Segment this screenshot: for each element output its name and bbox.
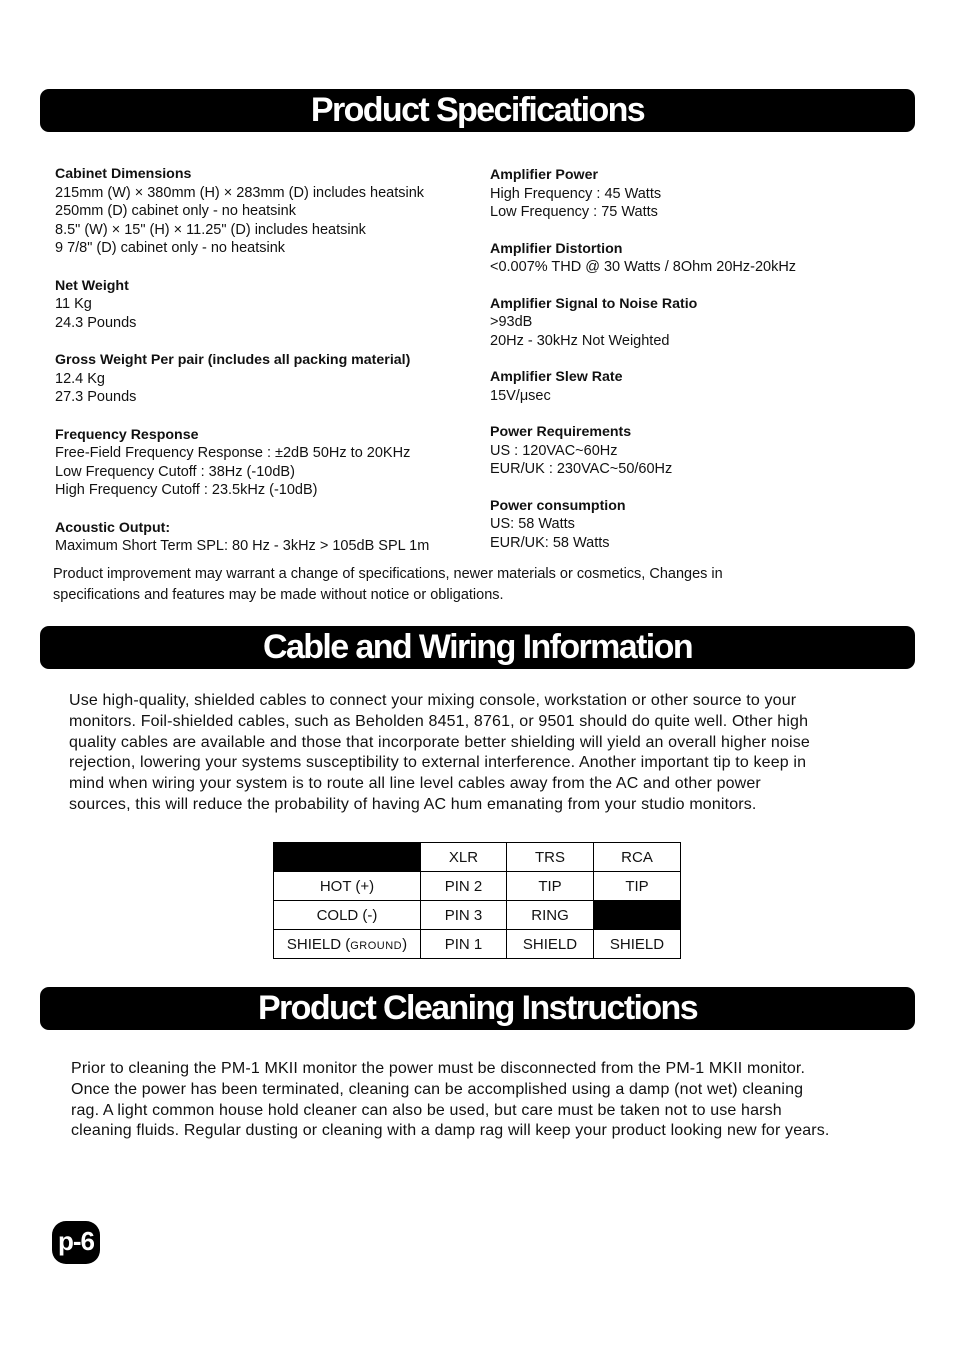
table-cell-blank (594, 901, 681, 930)
column-header: TRS (507, 843, 594, 872)
paragraph-line: quality cables are available and those that incorporate better shielding will yield an overall higher noise (69, 733, 810, 751)
disclaimer-line: Product improvement may warrant a change of specifications, newer materials or cosmetics, Changes in (53, 566, 723, 582)
specs-right-column (490, 166, 796, 552)
spec-heading: Acoustic Output: (55, 519, 171, 536)
specs-left-column (55, 165, 429, 556)
spec-heading: Gross Weight Per pair (includes all packing material) (55, 352, 411, 368)
spec-heading: Amplifier Slew Rate (490, 369, 623, 385)
spec-block (55, 519, 429, 556)
spec-heading: Amplifier Power (490, 167, 599, 183)
row-label: SHIELD (GROUND) (274, 930, 421, 959)
paragraph-line: sources, this will reduce the probability of having AC hum emanating from your studio monitors. (69, 795, 757, 813)
spec-line: <0.007% THD @ 30 Watts / 8Ohm 20Hz-20kHz (490, 259, 797, 275)
spec-line: US : 120VAC~60Hz (490, 442, 618, 459)
paragraph-line: Prior to cleaning the PM-1 MKII monitor the power must be disconnected from the PM-1 MKII monitor. (71, 1060, 806, 1077)
table-cell: SHIELD (594, 930, 681, 959)
table-corner-cell (274, 843, 421, 872)
spec-heading: Amplifier Distortion (490, 240, 623, 257)
spec-block (490, 166, 796, 222)
spec-heading: Cabinet Dimensions (55, 166, 192, 182)
table-row (274, 901, 681, 930)
spec-line: Low Frequency Cutoff : 38Hz (-10dB) (55, 463, 295, 480)
paragraph-line: rejection, lowering your systems susceptibility to external interference. Another important tip to keep in (69, 754, 807, 772)
spec-line: High Frequency Cutoff : 23.5kHz (-10dB) (55, 482, 318, 498)
paragraph-line: cleaning fluids. Regular dusting or cleaning with a damp rag will keep your product looking new for years. (71, 1122, 830, 1140)
paragraph-line: Once the power has been terminated, cleaning can be accomplished using a damp (not wet) cleaning (71, 1080, 804, 1098)
spec-line: 250mm (D) cabinet only - no heatsink (55, 203, 296, 219)
row-label: HOT (+) (274, 872, 421, 901)
spec-line: 20Hz - 30kHz Not Weighted (490, 332, 670, 349)
spec-line: High Frequency : 45 Watts (490, 185, 662, 202)
wiring-table (273, 842, 681, 959)
table-cell: PIN 3 (421, 901, 507, 930)
spec-heading: Power Requirements (490, 424, 632, 440)
column-header: RCA (594, 843, 681, 872)
wiring-paragraph (69, 691, 810, 816)
page-number-badge: p-6 (52, 1221, 100, 1264)
spec-block (55, 165, 429, 258)
spec-block (490, 497, 796, 553)
disclaimer-line: specifications and features may be made without notice or obligations. (53, 587, 504, 603)
paragraph-line: rag. A light common house hold cleaner can also be used, but care must be taken not to use harsh (71, 1101, 782, 1119)
spec-line: US: 58 Watts (490, 516, 575, 532)
paragraph-line: monitors. Foil-shielded cables, such as Beholden 8451, 8761, or 9501 should do quite well. Other high (69, 712, 809, 730)
spec-heading: Amplifier Signal to Noise Ratio (490, 295, 698, 312)
spec-line: Free-Field Frequency Response : ±2dB 50Hz to 20KHz (55, 445, 411, 461)
spec-block (55, 277, 429, 333)
spec-heading: Net Weight (55, 277, 129, 294)
table-cell: TIP (507, 872, 594, 901)
spec-block (490, 368, 796, 405)
spec-line: EUR/UK: 58 Watts (490, 534, 610, 551)
table-header-row (274, 843, 681, 872)
spec-block (490, 240, 796, 277)
spec-block (490, 295, 796, 351)
spec-line: 9 7/8" (D) cabinet only - no heatsink (55, 240, 286, 256)
section-title-cable-wiring: Cable and Wiring Information (40, 626, 915, 669)
table-cell: RING (507, 901, 594, 930)
spec-heading: Frequency Response (55, 426, 199, 443)
paragraph-line: mind when wiring your system is to route all line level cables away from the AC and other power (69, 775, 761, 793)
spec-line: 215mm (W) × 380mm (H) × 283mm (D) includes heatsink (55, 184, 425, 201)
spec-disclaimer (53, 564, 853, 606)
table-cell: TIP (594, 872, 681, 901)
spec-line: Low Frequency : 75 Watts (490, 204, 658, 220)
table-row (274, 930, 681, 959)
table-cell: SHIELD (507, 930, 594, 959)
spec-block (55, 351, 429, 407)
spec-line: 8.5" (W) × 15" (H) × 11.25" (D) includes heatsink (55, 221, 366, 238)
spec-block (55, 426, 429, 500)
row-label: COLD (-) (274, 901, 421, 930)
cleaning-paragraph (71, 1059, 830, 1142)
section-title-product-specifications: Product Specifications (40, 89, 915, 132)
section-title-cleaning: Product Cleaning Instructions (40, 987, 915, 1030)
spec-line: 24.3 Pounds (55, 314, 137, 331)
spec-line: EUR/UK : 230VAC~50/60Hz (490, 461, 673, 477)
spec-line: 12.4 Kg (55, 370, 105, 387)
table-cell: PIN 2 (421, 872, 507, 901)
spec-line: >93dB (490, 314, 533, 330)
spec-heading: Power consumption (490, 497, 626, 514)
spec-line: 11 Kg (55, 296, 92, 312)
spec-block (490, 423, 796, 479)
spec-line: 27.3 Pounds (55, 389, 137, 405)
table-row (274, 872, 681, 901)
spec-line: 15V/μsec (490, 387, 551, 404)
column-header: XLR (421, 843, 507, 872)
table-cell: PIN 1 (421, 930, 507, 959)
paragraph-line: Use high-quality, shielded cables to connect your mixing console, workstation or other source to your (69, 692, 797, 709)
spec-line: Maximum Short Term SPL: 80 Hz - 3kHz > 105dB SPL 1m (55, 538, 430, 554)
